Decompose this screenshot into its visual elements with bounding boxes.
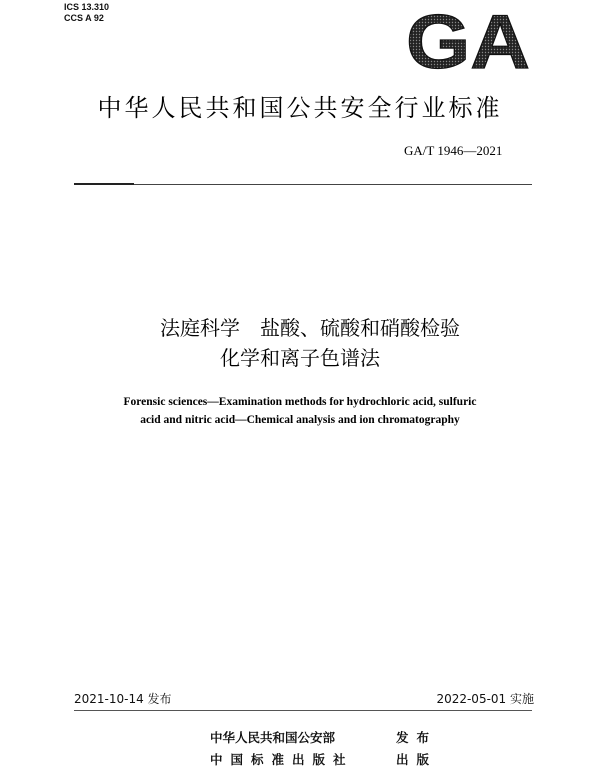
- issuer-action: 发布: [396, 730, 438, 745]
- ccs-code: CCS A 92: [64, 13, 104, 23]
- svg-text:GA: GA: [406, 6, 530, 70]
- header-divider-accent: [74, 183, 134, 185]
- standard-code: GA/T 1946—2021: [404, 143, 503, 158]
- classification-codes: [64, 2, 109, 24]
- ics-code: ICS 13.310: [64, 2, 110, 12]
- issue-date: 2021-10-14 发布: [74, 692, 172, 706]
- title-zh-line-1: 法庭科学 盐酸、硫酸和硝酸检验: [160, 316, 460, 340]
- title-zh-line-2: 化学和离子色谱法: [220, 346, 380, 370]
- ga-logo: [406, 6, 532, 70]
- title-en-line-2: acid and nitric acid—Chemical analysis and ion chromatography: [140, 414, 460, 426]
- implementation-date: 2022-05-01 实施: [436, 692, 534, 706]
- header-divider: [74, 184, 532, 185]
- title-en-line-1: Forensic sciences—Examination methods for hydrochloric acid, sulfuric: [123, 396, 477, 408]
- press-action: 出版: [396, 752, 438, 767]
- footer-divider: [74, 710, 532, 711]
- press-name: 中国标准出版社: [210, 752, 354, 767]
- issuer-name: 中华人民共和国公安部: [210, 730, 336, 745]
- standard-category-title: 中华人民共和国公共安全行业标准: [97, 94, 503, 122]
